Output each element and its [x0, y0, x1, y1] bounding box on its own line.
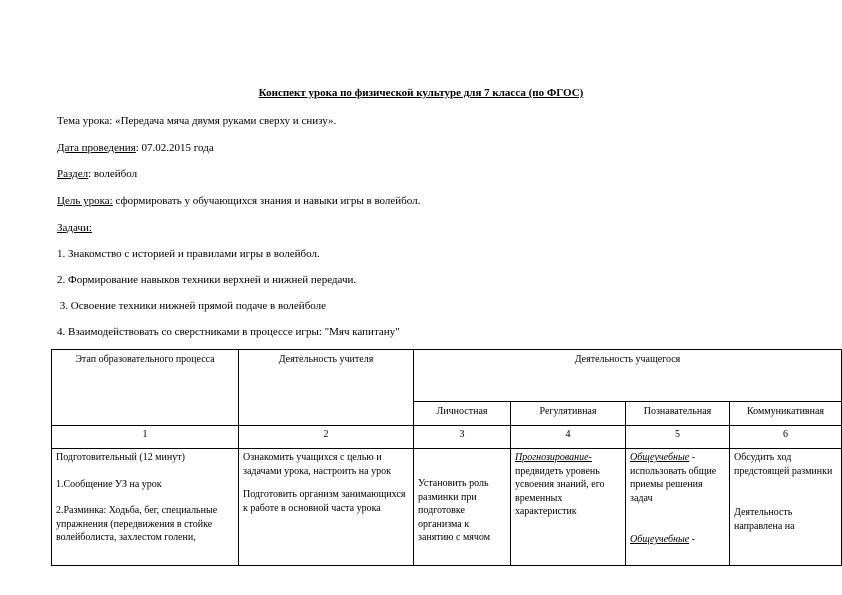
- header-personal: Личностная: [414, 402, 511, 426]
- regulatory-description: предвидеть уровень усвоения знаний, его временных характеристик: [515, 465, 605, 517]
- regulatory-cell: [511, 449, 626, 566]
- task-item: 4. Взаимодействовать со сверстниками в процессе игры: "Мяч капитану": [57, 326, 400, 338]
- header-regulatory: Регулятивная: [511, 402, 626, 426]
- date-line: [57, 142, 214, 154]
- communicative-text: Деятельность направлена на: [734, 507, 795, 532]
- cognitive-cell: [626, 449, 730, 566]
- column-number: 3: [414, 426, 511, 449]
- header-stage: Этап образовательного процесса: [52, 350, 239, 426]
- stage-cell: [52, 449, 239, 566]
- tasks-label: Задачи:: [57, 222, 92, 234]
- cognitive-description: -: [689, 534, 696, 545]
- teacher-text: Подготовить организм занимающихся к работе в основной часта урока: [243, 489, 406, 514]
- column-number: 5: [626, 426, 730, 449]
- header-cognitive: Познавательная: [626, 402, 730, 426]
- stage-title: Подготовительный (12 минут): [56, 452, 185, 463]
- column-number: 1: [52, 426, 239, 449]
- cognitive-description: - использовать общие приемы решения задач: [630, 452, 717, 504]
- goal-label: Цель урока:: [57, 195, 113, 207]
- stage-item: 2.Разминка: Ходьба, бег, специальные упражнения (передвижения в стойке волейболиста, захлестом голени,: [56, 505, 218, 543]
- column-number: 4: [511, 426, 626, 449]
- task-item: 1. Знакомство с историей и правилами игры в волейбол.: [57, 248, 320, 260]
- date-label: Дата проведения: [57, 142, 136, 154]
- cognitive-text: [630, 533, 725, 547]
- topic-line: [57, 115, 336, 127]
- regulatory-text: [515, 451, 621, 519]
- communicative-text: Обсудить ход предстоящей разминки: [734, 452, 833, 477]
- topic-value: «Передача мяча двумя руками сверху и снизу».: [112, 115, 337, 127]
- regulatory-term: Прогнозирование-: [515, 452, 592, 463]
- cognitive-term: Общеучебные: [630, 534, 690, 545]
- personal-cell: [414, 449, 511, 566]
- teacher-cell: [239, 449, 414, 566]
- section-label: Раздел: [57, 168, 89, 180]
- section-value: : волейбол: [88, 168, 138, 180]
- cognitive-text: [630, 451, 725, 505]
- cognitive-term: Общеучебные: [630, 452, 690, 463]
- page-title: Конспект урока по физической культуре для 7 класса (по ФГОС): [258, 87, 584, 99]
- table-row: [52, 449, 842, 566]
- section-line: [57, 168, 137, 180]
- stage-item: 1.Сообщение УЗ на урок: [56, 478, 162, 490]
- date-value: : 07.02.2015 года: [135, 142, 214, 154]
- header-communicative: Коммуникативная: [730, 402, 842, 426]
- task-item: 2. Формирование навыков техники верхней и нижней передачи.: [57, 274, 357, 286]
- goal-line: [57, 195, 420, 207]
- communicative-cell: [730, 449, 842, 566]
- topic-label: Тема урока:: [57, 115, 113, 127]
- column-number: 6: [730, 426, 842, 449]
- goal-value: сформировать у обучающихся знания и навыки игры в волейбол.: [112, 195, 421, 207]
- lesson-table: [51, 349, 842, 566]
- task-item: 3. Освоение техники нижней прямой подаче в волейболе: [57, 300, 327, 312]
- column-number: 2: [239, 426, 414, 449]
- personal-text: Установить роль разминки при подготовке организма к занятию с мячом: [418, 478, 491, 543]
- header-teacher: Деятельность учителя: [239, 350, 414, 426]
- teacher-text: Ознакомить учащихся с целью и задачами урока, настроить на урок: [243, 452, 391, 477]
- header-students: Деятельность учащегося: [414, 350, 842, 402]
